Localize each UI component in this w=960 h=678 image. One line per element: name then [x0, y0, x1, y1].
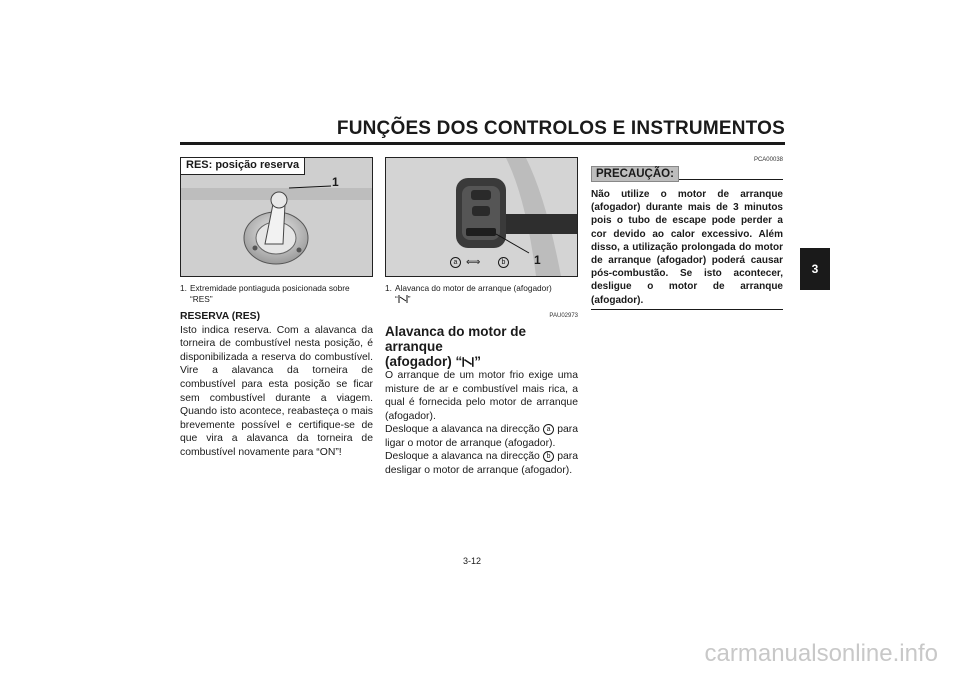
page-header-title: FUNÇÕES DOS CONTROLOS E INSTRUMENTOS	[336, 118, 785, 139]
direction-arrow-icon: ⟺	[466, 257, 481, 268]
direction-a-marker: a	[543, 424, 554, 435]
header-rule	[180, 142, 785, 145]
caution-top-rule	[679, 179, 783, 180]
choke-body-2: Desloque a alavanca na direcção a para ligar o motor de arranque (afogador).	[385, 424, 579, 449]
middle-caption	[385, 283, 578, 304]
middle-column	[385, 157, 578, 478]
direction-a-marker: a	[450, 256, 461, 270]
caution-bottom-rule	[591, 309, 783, 310]
fuel-cock-illustration	[181, 158, 372, 276]
direction-b-marker: b	[543, 451, 554, 462]
photo-label-box: RES: posição reserva	[181, 158, 305, 175]
photo-callout-number: 1	[534, 253, 541, 267]
caution-label: PRECAUÇÃO:	[591, 166, 679, 182]
caption-text: Extremidade pontiaguda posicionada sobre	[190, 283, 350, 293]
caption-symbol-line: “ ”	[395, 293, 411, 304]
left-column	[180, 157, 373, 460]
handlebar-switch-illustration	[386, 158, 577, 276]
choke-symbol-icon	[462, 356, 474, 368]
page-number: 3-12	[463, 556, 482, 566]
section-title: Alavanca do motor de arranque (afogador) “ ”	[385, 323, 527, 369]
ref-code: PAU02973	[549, 313, 578, 320]
caption-text: Alavanca do motor de arranque (afogador)	[395, 283, 552, 293]
caption-text-line2: “RES”	[190, 293, 213, 304]
watermark: carmanualsonline.info	[704, 640, 938, 667]
left-caption	[180, 283, 373, 304]
caption-number: 1.	[385, 283, 392, 293]
reserve-body: Isto indica reserva. Com a alavanca da torneira de combustível nesta posição, é disponibilizada a reserva do combustível. Vire a alavanca da torneira de combustível para esta posição se ficar sem combustível durante a viagem. Quando isto acontece, reabasteça o mais brevemente possível e certifique-se de que vira a alavanca da torneira de combustível novamente para “ON”!	[180, 324, 373, 458]
choke-body-1: O arranque de um motor frio exige uma misture de ar e combustível mais rica, a qual é fornecida pelo motor de arranque (afogador).	[385, 369, 578, 422]
caption-number: 1.	[180, 283, 187, 293]
caution-text: Não utilize o motor de arranque (afogador) durante mais de 3 minutos pois o tubo de escape pode perder a cor devido ao calor excessivo. Além disso, a utilização prolongada do motor de arranque (afogador) poderá causar pós-combustão. Se isto acontecer, desligue o motor de arranque (afogador).	[591, 189, 783, 306]
right-ref-code: PCA00038	[753, 157, 783, 163]
caution-box	[591, 164, 783, 310]
choke-symbol-icon	[398, 294, 408, 304]
choke-lever-photo	[385, 157, 578, 277]
reserve-heading: RESERVA (RES)	[180, 311, 261, 322]
direction-b-marker: b	[498, 256, 509, 270]
fuel-cock-photo	[180, 157, 373, 277]
chapter-tab[interactable]: 3	[800, 248, 830, 290]
photo-callout-number: 1	[332, 175, 339, 189]
choke-body-3: Desloque a alavanca na direcção b para desligar o motor de arranque (afogador).	[385, 451, 579, 477]
